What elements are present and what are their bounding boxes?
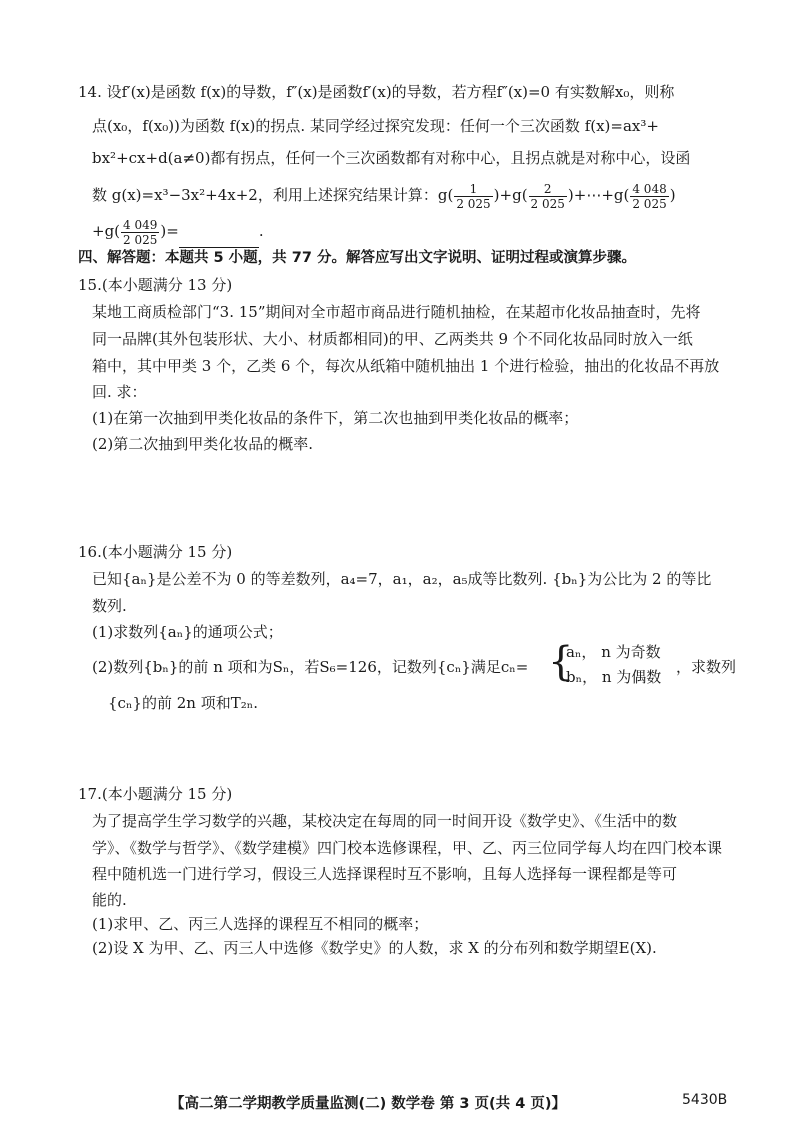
p15-question-1: (1)在第一次抽到甲类化妆品的条件下，第二次也抽到甲类化妆品的概率；: [92, 409, 579, 427]
fraction-2: $\frac{2}{2 025}$: [530, 181, 565, 211]
p17-heading: 17.(本小题满分 15 分): [78, 785, 233, 803]
p14-line-2: 点(x₀，f(x₀))为函数 f(x)的拐点. 某同学经过探究发现：任何一个三次函数 f(x)=ax³+: [92, 117, 659, 135]
p14-line-4-text-a: 数 g(x)=x³−3x²+4x+2，利用上述探究结果计算：g(: [92, 186, 454, 204]
p14-line-1: 14. 设f′(x)是函数 f(x)的导数，f″(x)是函数f′(x)的导数，若方程f″(x)=0 有实数解x₀，则称: [78, 83, 675, 101]
p17-line-2: 学》、《数学与哲学》、《数学建模》四门校本选修课程，甲、乙、丙三位同学每人均在四门校本课: [92, 839, 723, 857]
fraction-3: $\frac{4 048}{2 025}$: [632, 181, 667, 211]
p16-question-2-text-a: (2)数列{bₙ}的前 n 项和为Sₙ，若S₆=126，记数列{cₙ}满足cₙ=: [92, 658, 529, 676]
p16-question-2-text-b: ，求数列: [676, 658, 737, 676]
p14-line-5-end: .: [258, 222, 264, 240]
p14-line-3: bx²+cx+d(a≠0)都有拐点，任何一个三次函数都有对称中心，且拐点就是对称中心，设函: [92, 149, 691, 167]
p14-line-4-text-b: )+g(: [493, 186, 528, 204]
p14-line-4: [92, 178, 676, 212]
p17-question-2: (2)设 X 为甲、乙、丙三人中选修《数学史》的人数，求 X 的分布列和数学期望E(X).: [92, 939, 657, 957]
p16-line-2: 数列.: [92, 597, 127, 615]
p14-line-5-text-a: +g(: [92, 222, 121, 240]
p16-heading: 16.(本小题满分 15 分): [78, 543, 233, 561]
page-footer: 【高二第二学期教学质量监测(二) 数学卷 第 3 页(共 4 页)】: [170, 1096, 566, 1112]
p17-line-3: 程中随机选一门进行学习，假设三人选择课程时互不影响，且每人选择每一课程都是等可: [92, 865, 678, 883]
p14-line-5: [92, 214, 264, 248]
case-even: bₙ， n 为偶数: [566, 668, 662, 686]
p15-heading: 15.(本小题满分 13 分): [78, 276, 233, 294]
fraction-4: $\frac{4 049}{2 025}$: [123, 217, 158, 247]
p14-line-5-text-b: )=: [160, 222, 179, 240]
p16-question-2-text-c: {cₙ}的前 2n 项和T₂ₙ.: [108, 694, 258, 712]
section-title: 四、解答题：本题共 5 小题，共 77 分。解答应写出文字说明、证明过程或演算步骤。: [78, 250, 636, 266]
p17-line-4: 能的.: [92, 891, 127, 909]
p14-line-4-text-d: ): [669, 186, 676, 204]
paper-code: 5430B: [682, 1092, 728, 1108]
p15-line-4: 回. 求：: [92, 383, 147, 401]
case-odd: aₙ， n 为奇数: [566, 643, 661, 661]
answer-blank[interactable]: [179, 231, 259, 248]
p16-question-1: (1)求数列{aₙ}的通项公式；: [92, 623, 283, 641]
fraction-1: $\frac{1}{2 025}$: [456, 181, 491, 211]
p17-line-1: 为了提高学生学习数学的兴趣，某校决定在每周的同一时间开设《数学史》、《生活中的数: [92, 812, 678, 830]
p16-line-1: 已知{aₙ}是公差不为 0 的等差数列，a₄=7，a₁，a₂，a₅成等比数列. {bₙ}为公比为 2 的等比: [92, 570, 712, 588]
p15-line-1: 某地工商质检部门“3. 15”期间对全市超市商品进行随机抽检，在某超市化妆品抽查时，先将: [92, 303, 701, 321]
cases-brace: {: [548, 639, 574, 685]
p15-line-3: 箱中，其中甲类 3 个，乙类 6 个，每次从纸箱中随机抽出 1 个进行检验，抽出的化妆品不再放: [92, 357, 720, 375]
p15-question-2: (2)第二次抽到甲类化妆品的概率.: [92, 435, 314, 453]
p14-line-4-text-c: )+⋯+g(: [567, 186, 630, 204]
p17-question-1: (1)求甲、乙、丙三人选择的课程互不相同的概率；: [92, 915, 429, 933]
p15-line-2: 同一品牌(其外包装形状、大小、材质都相同)的甲、乙两类共 9 个不同化妆品同时放入一纸: [92, 330, 693, 348]
